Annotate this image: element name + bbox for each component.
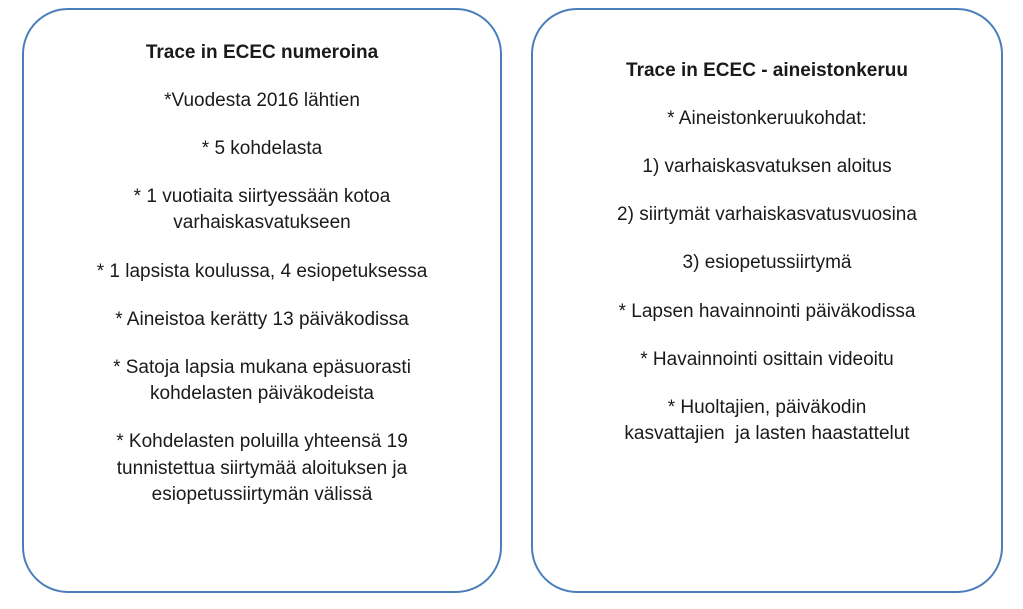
panel-left-line: tunnistettua siirtymää aloituksen ja — [116, 457, 408, 479]
panel-right-line: 1) varhaiskasvatuksen aloitus — [642, 155, 892, 177]
panel-left-line: esiopetussiirtymän välissä — [151, 483, 373, 505]
panel-right-body — [549, 106, 985, 448]
panel-right-title: Trace in ECEC - aineistonkeruu — [626, 60, 908, 81]
panel-right-line: kasvattajien ja lasten haastattelut — [624, 423, 910, 445]
panel-left-line: *Vuodesta 2016 lähtien — [164, 89, 360, 111]
panel-left-line: * 1 lapsista koulussa, 4 esiopetuksessa — [96, 260, 428, 282]
panel-right — [531, 8, 1003, 593]
panel-right-line: * Aineistonkeruukohdat: — [667, 107, 867, 129]
panel-left-body — [40, 88, 484, 508]
panel-right-line: 3) esiopetussiirtymä — [682, 252, 852, 274]
panel-left-title: Trace in ECEC numeroina — [145, 42, 379, 63]
panel-left-line: * 1 vuotiaita siirtyessään kotoa — [133, 186, 391, 208]
panel-right-line: 2) siirtymät varhaiskasvatusvuosina — [617, 204, 917, 226]
panel-left-line: varhaiskasvatukseen — [173, 212, 351, 234]
panel-left — [22, 8, 502, 593]
panel-right-line: * Huoltajien, päiväkodin — [667, 396, 867, 418]
panel-left-line: kohdelasten päiväkodeista — [150, 383, 374, 405]
panel-left-line: * Satoja lapsia mukana epäsuorasti — [113, 356, 411, 378]
panel-left-line: * 5 kohdelasta — [201, 137, 323, 159]
panel-right-line: * Lapsen havainnointi päiväkodissa — [618, 300, 916, 322]
panel-right-line: * Havainnointi osittain videoitu — [640, 348, 894, 370]
panel-left-line: * Kohdelasten poluilla yhteensä 19 — [116, 431, 408, 453]
panel-left-line: * Aineistoa kerätty 13 päiväkodissa — [115, 308, 409, 330]
